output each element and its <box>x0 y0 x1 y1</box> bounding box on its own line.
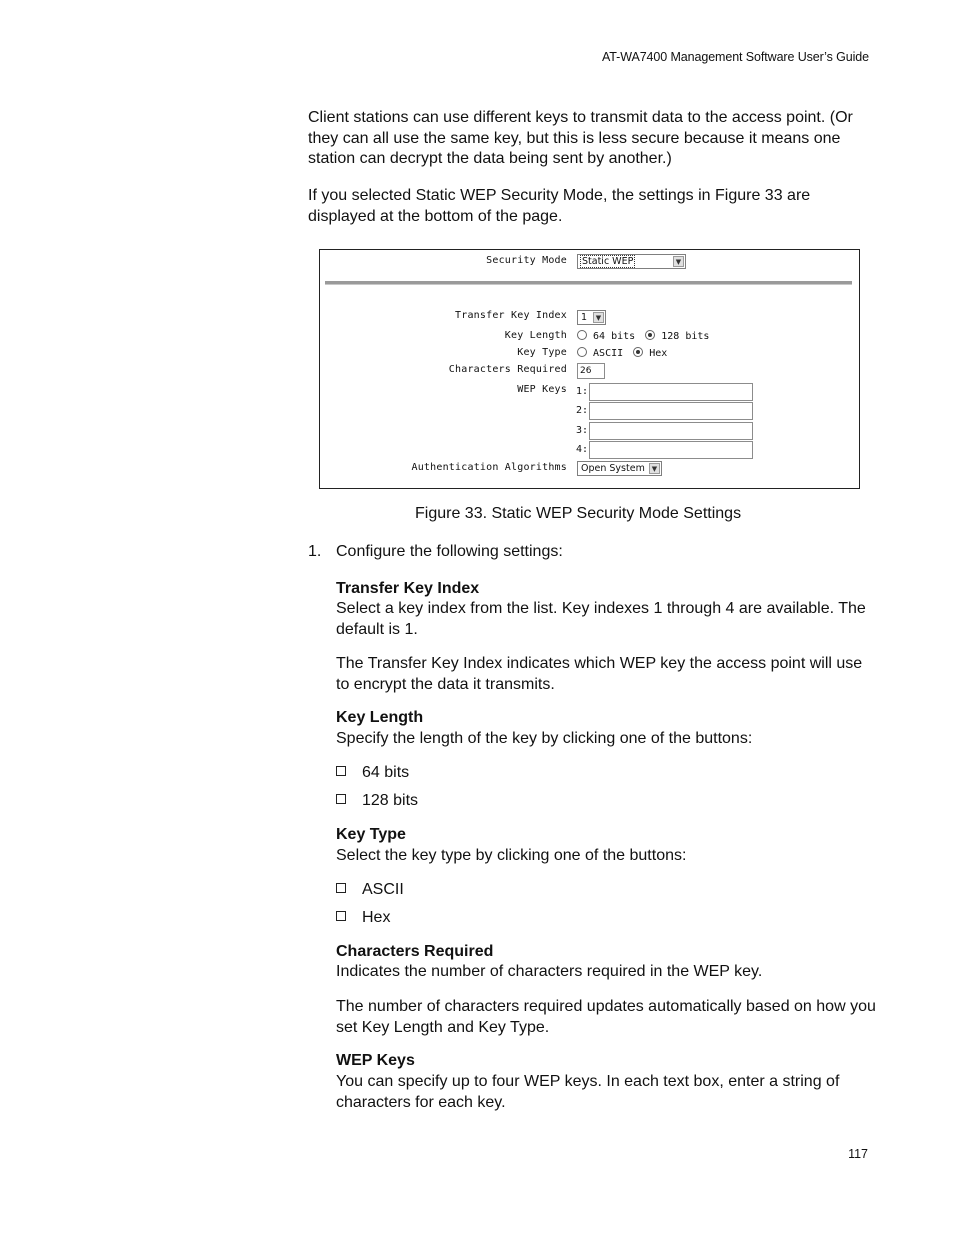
checkbox-bullet-icon <box>336 911 346 921</box>
running-header: AT-WA7400 Management Software User’s Guide <box>602 50 869 64</box>
key-type-heading: Key Type <box>336 826 406 843</box>
transfer-key-index-heading: Transfer Key Index <box>336 580 480 597</box>
wep-key-3-label: 3: <box>576 425 589 436</box>
chevron-down-icon: ▼ <box>673 256 684 267</box>
checkbox-bullet-icon <box>336 883 346 893</box>
transfer-key-index-select[interactable]: 1 ▼ <box>577 310 606 325</box>
list-item: 128 bits <box>336 791 418 811</box>
chevron-down-icon: ▼ <box>649 463 660 474</box>
wep-key-4-label: 4: <box>576 444 589 455</box>
transfer-key-index-label: Transfer Key Index <box>455 310 567 321</box>
key-type-label: Key Type <box>517 347 567 358</box>
security-mode-select[interactable]: Static WEP ▼ <box>577 254 686 269</box>
key-length-label: Key Length <box>504 330 567 341</box>
wep-key-2-input[interactable] <box>589 402 753 420</box>
characters-required-text-2: The number of characters required updates automatically based on how you set Key Length and Key Type. <box>336 998 876 1036</box>
static-wep-settings-figure: Security Mode Static WEP ▼ Transfer Key Index 1 ▼ Key Length 64 bits 128 bits Key Type ASCII Hex Characters Required 26 WEP Keys 1: 2: 3: 4: Authentication Algorithms Open System ▼ <box>319 249 860 489</box>
wep-key-3-input[interactable] <box>589 422 753 440</box>
characters-required-text-1: Indicates the number of characters required in the WEP key. <box>336 963 763 980</box>
wep-key-4-input[interactable] <box>589 441 753 459</box>
key-type-text: Select the key type by clicking one of the buttons: <box>336 847 687 864</box>
key-length-64-radio[interactable] <box>577 330 587 340</box>
authentication-algorithms-select[interactable]: Open System ▼ <box>577 461 662 476</box>
list-item: Hex <box>336 908 390 928</box>
characters-required-heading: Characters Required <box>336 943 494 960</box>
key-type-ascii-radio[interactable] <box>577 347 587 357</box>
list-item: 64 bits <box>336 763 409 783</box>
chevron-down-icon: ▼ <box>593 312 604 323</box>
divider <box>325 281 852 285</box>
key-length-text: Specify the length of the key by clicking one of the buttons: <box>336 730 753 747</box>
intro-paragraph-2: If you selected Static WEP Security Mode, the settings in Figure 33 are displayed at the bottom of the page. <box>308 187 811 225</box>
page-number: 117 <box>848 1147 868 1161</box>
wep-keys-label: WEP Keys <box>517 384 567 395</box>
transfer-key-index-text-2: The Transfer Key Index indicates which WEP key the access point will use to encrypt the data it transmits. <box>336 655 863 693</box>
security-mode-label: Security Mode <box>486 255 567 266</box>
transfer-key-index-text-1: Select a key index from the list. Key indexes 1 through 4 are available. The default is 1. <box>336 600 866 638</box>
step-1: 1. Configure the following settings: <box>308 543 563 560</box>
wep-key-1-input[interactable] <box>589 383 753 401</box>
figure-caption: Figure 33. Static WEP Security Mode Settings <box>415 505 742 522</box>
characters-required-label: Characters Required <box>448 364 567 375</box>
intro-paragraph-1: Client stations can use different keys to transmit data to the access point. (Or they can all use the same key, but this is less secure because it means one station can decrypt the data being sent by another.) <box>308 109 853 167</box>
checkbox-bullet-icon <box>336 794 346 804</box>
wep-key-2-label: 2: <box>576 405 589 416</box>
wep-keys-heading: WEP Keys <box>336 1052 415 1069</box>
key-length-heading: Key Length <box>336 709 424 726</box>
key-length-128-radio[interactable] <box>645 330 655 340</box>
wep-keys-text: You can specify up to four WEP keys. In each text box, enter a string of characters for each key. <box>336 1073 840 1111</box>
checkbox-bullet-icon <box>336 766 346 776</box>
authentication-algorithms-label: Authentication Algorithms <box>411 462 567 473</box>
characters-required-field: 26 <box>577 363 605 379</box>
key-type-hex-radio[interactable] <box>633 347 643 357</box>
wep-key-1-label: 1: <box>576 386 589 397</box>
list-item: ASCII <box>336 880 404 900</box>
